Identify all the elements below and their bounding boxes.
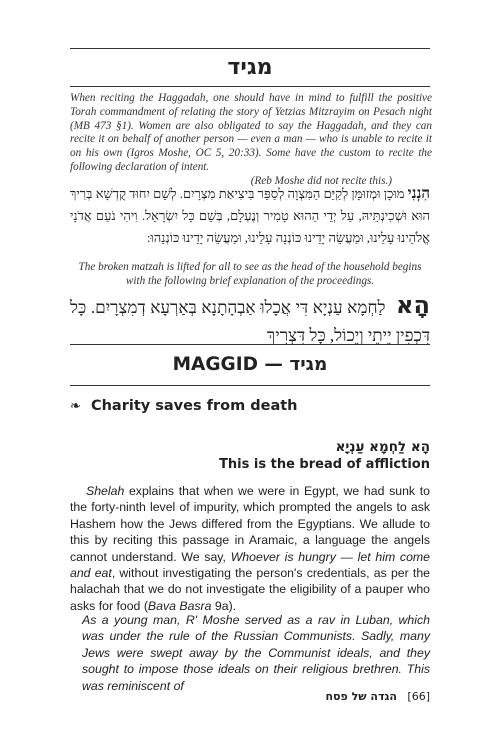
commentary-text-b: , without investigating the person's credentials, as per the halachah that we do not investigate the eligibility of a pauper who asks for food ( [70, 566, 431, 613]
commentary-text-a: explains that when we were in Egypt, we had sunk to the forty-ninth level of impurity, which prompted the angels to ask Hashem how the Jews differed from the Egyptians. We allude to this by reciting this passage in Aramaic, a language the angels cannot understand. We say, [70, 484, 430, 564]
whoever-hungry-quote: Whoever is hungry — let him come and eat [70, 549, 430, 581]
topic-title: Charity saves from death [90, 398, 298, 414]
intro-note [70, 92, 432, 189]
quote-hebrew: הָא לַחְמָא עַנְיָא [335, 439, 430, 455]
hineni-text: מוּכָן וּמְזוּמָּן לְקַיֵּם הַמִּצְוָה לְסַפֵּר בִּיצִיאַת מִצְרָיִם. לְשֵׁם יִחוּד קֻדְשָׁא בְּרִיךְ הוּא וּשְׁכִינְתֵּיהּ, עַל יְדֵי הַהוּא טָמִיר וְנֶעְלָם, בְּשֵׁם כָּל יִשְׂרָאֵל. וִיהִי נֹעַם אֲדֹנָי אֱלֹהֵינוּ עָלֵינוּ, וּמַעֲשֵׂה יָדֵינוּ כּוֹנְנָה עָלֵינוּ, וּמַעֲשֵׂה יָדֵינוּ כּוֹנְנֵהוּ: [70, 186, 430, 245]
section-title [70, 50, 430, 85]
title-rule [70, 86, 430, 87]
intro-note-closing: (Reb Moshe did not recite this.) [250, 174, 392, 187]
fleuron-icon: ❧ [70, 399, 81, 414]
page-footer [70, 690, 430, 704]
hineni-declaration [70, 183, 430, 249]
quote-english: This is the bread of affliction [219, 457, 430, 472]
lifted-matzah-note: The broken matzah is lifted for all to see as the head of the household begins with the following brief explanation of the proceedings. [78, 261, 422, 287]
commentary-paragraph [70, 483, 430, 614]
maggid-bottom-rule [70, 385, 430, 386]
footer-book-title: הגדה של פסח [325, 690, 397, 703]
ha-lachma-passage [70, 291, 430, 350]
section-title-text: מגיד [227, 55, 273, 80]
maggid-heading: MAGGID — מגיד [172, 354, 328, 375]
ha-lachma-text: לַחְמָא עַנְיָא דִּי אֲכָלוּ אַבְהָתָנָא בְּאַרְעָא דְמִצְרָיִם. כָּל דִּכְפִין יֵיתֵי וְיֵכוֹל, כָּל דִּצְרִיךְ [70, 298, 430, 345]
shelah-citation: Shelah [86, 484, 125, 498]
topic-heading [70, 396, 430, 417]
top-rule [70, 48, 430, 49]
intro-note-text: When reciting the Haggadah, one should have in mind to fulfill the positive Torah commandment of relating the story of Yetzias Mitzrayim on Pesach night (MB 473 §1). Women are also obligated to say the Haggadah, and they can recite it on behalf of another person — even a man — who is unable to recite it on his own (Igros Moshe, OC 5, 20:33). Some have the custom to recite the following declaration of intent. [70, 92, 432, 173]
bava-basra-citation: Bava Basra [147, 598, 212, 613]
story-paragraph: As a young man, R' Moshe served as a rav in Luban, which was under the rule of the Russian Communists. Sadly, many Jews were swept away by the Communist ideals, and they sought to impose those ideals on their religious brethren. This was reminiscent of [82, 613, 430, 693]
ha-lachma-lead-word: הָא [396, 291, 430, 319]
commentary-text-c: 9a). [211, 598, 237, 613]
hineni-lead-word: הִנְנִי [407, 186, 430, 202]
footer-page-number: [66] [407, 690, 430, 703]
